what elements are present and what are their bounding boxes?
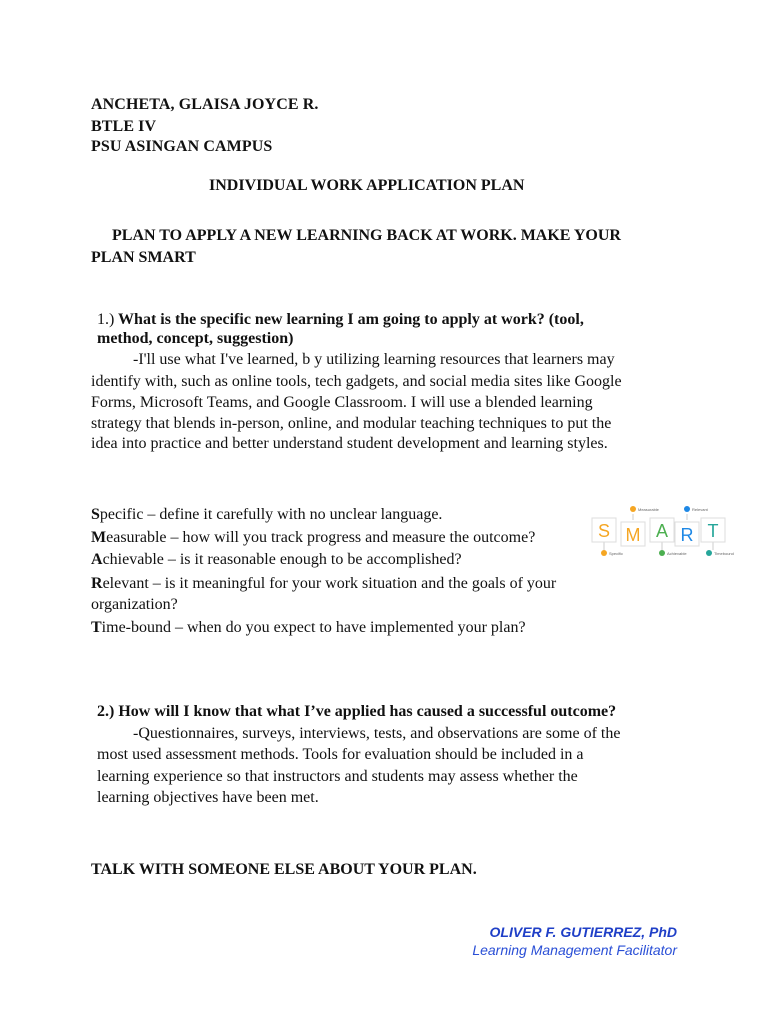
smart-item-relevant-cont: organization? bbox=[91, 596, 178, 613]
label-timebound: Timebound bbox=[714, 551, 734, 556]
smart-item-measurable: Measurable – how will you track progress and measure the outcome? bbox=[91, 529, 536, 546]
label-relevant: Relevant bbox=[692, 507, 708, 512]
answer-1-line: strategy that blends in-person, online, and modular teaching techniques to put the bbox=[91, 415, 612, 432]
label-measurable: Measurable bbox=[638, 507, 659, 512]
question-1-number: 1.) bbox=[97, 311, 115, 328]
specific-dot bbox=[601, 550, 607, 556]
smart-item-timebound: Time-bound – when do you expect to have implemented your plan? bbox=[91, 619, 526, 636]
question-1-heading-line2: method, concept, suggestion) bbox=[97, 330, 294, 347]
facilitator-name: OLIVER F. GUTIERREZ, PhD bbox=[489, 924, 677, 940]
smart-item-achievable: Achievable – is it reasonable enough to be accomplished? bbox=[91, 551, 462, 568]
question-1-heading-line1: What is the specific new learning I am going to apply at work? (tool, bbox=[118, 311, 584, 328]
campus-name: PSU ASINGAN CAMPUS bbox=[91, 138, 273, 155]
answer-1-line: -I'll use what I've learned, b y utilizing learning resources that learners may bbox=[133, 351, 615, 368]
label-achievable: Achievable bbox=[667, 551, 687, 556]
smart-item-relevant: Relevant – is it meaningful for your work situation and the goals of your bbox=[91, 575, 557, 592]
question-1-heading bbox=[97, 311, 584, 329]
achievable-dot bbox=[659, 550, 665, 556]
smart-letter-m: M bbox=[625, 525, 641, 545]
smart-letter-s: S bbox=[597, 521, 611, 541]
answer-1-line: idea into practice and better understand student development and learning styles. bbox=[91, 435, 608, 452]
relevant-dot bbox=[684, 506, 690, 512]
answer-2-line: most used assessment methods. Tools for evaluation should be included in a bbox=[97, 746, 584, 763]
answer-2-line: learning experience so that instructors and students may assess whether the bbox=[97, 768, 578, 785]
measurable-dot bbox=[630, 506, 636, 512]
smart-letter-r: R bbox=[680, 525, 694, 545]
label-specific: Specific bbox=[609, 551, 624, 556]
question-2-heading: 2.) How will I know that what I’ve applied has caused a successful outcome? bbox=[97, 703, 617, 720]
smart-letter-a: A bbox=[655, 521, 669, 541]
smart-graphic bbox=[581, 500, 734, 562]
answer-1-line: Forms, Microsoft Teams, and Google Classroom. I will use a blended learning bbox=[91, 394, 593, 411]
facilitator-role: Learning Management Facilitator bbox=[472, 942, 677, 958]
document-title: INDIVIDUAL WORK APPLICATION PLAN bbox=[209, 177, 525, 194]
document-subtitle: PLAN TO APPLY A NEW LEARNING BACK AT WORK. MAKE YOUR PLAN SMART bbox=[91, 227, 621, 266]
student-name: ANCHETA, GLAISA JOYCE R. bbox=[91, 96, 319, 113]
answer-2-line: learning objectives have been met. bbox=[97, 789, 319, 806]
talk-instruction: TALK WITH SOMEONE ELSE ABOUT YOUR PLAN. bbox=[91, 861, 477, 878]
course-level: BTLE IV bbox=[91, 118, 157, 135]
smart-letter-t: T bbox=[707, 521, 719, 541]
answer-1-line: identify with, such as online tools, tech gadgets, and social media sites like Google bbox=[91, 373, 622, 390]
timebound-dot bbox=[706, 550, 712, 556]
smart-item-specific: Specific – define it carefully with no unclear language. bbox=[91, 506, 443, 523]
answer-2-line: -Questionnaires, surveys, interviews, tests, and observations are some of the bbox=[133, 725, 621, 742]
